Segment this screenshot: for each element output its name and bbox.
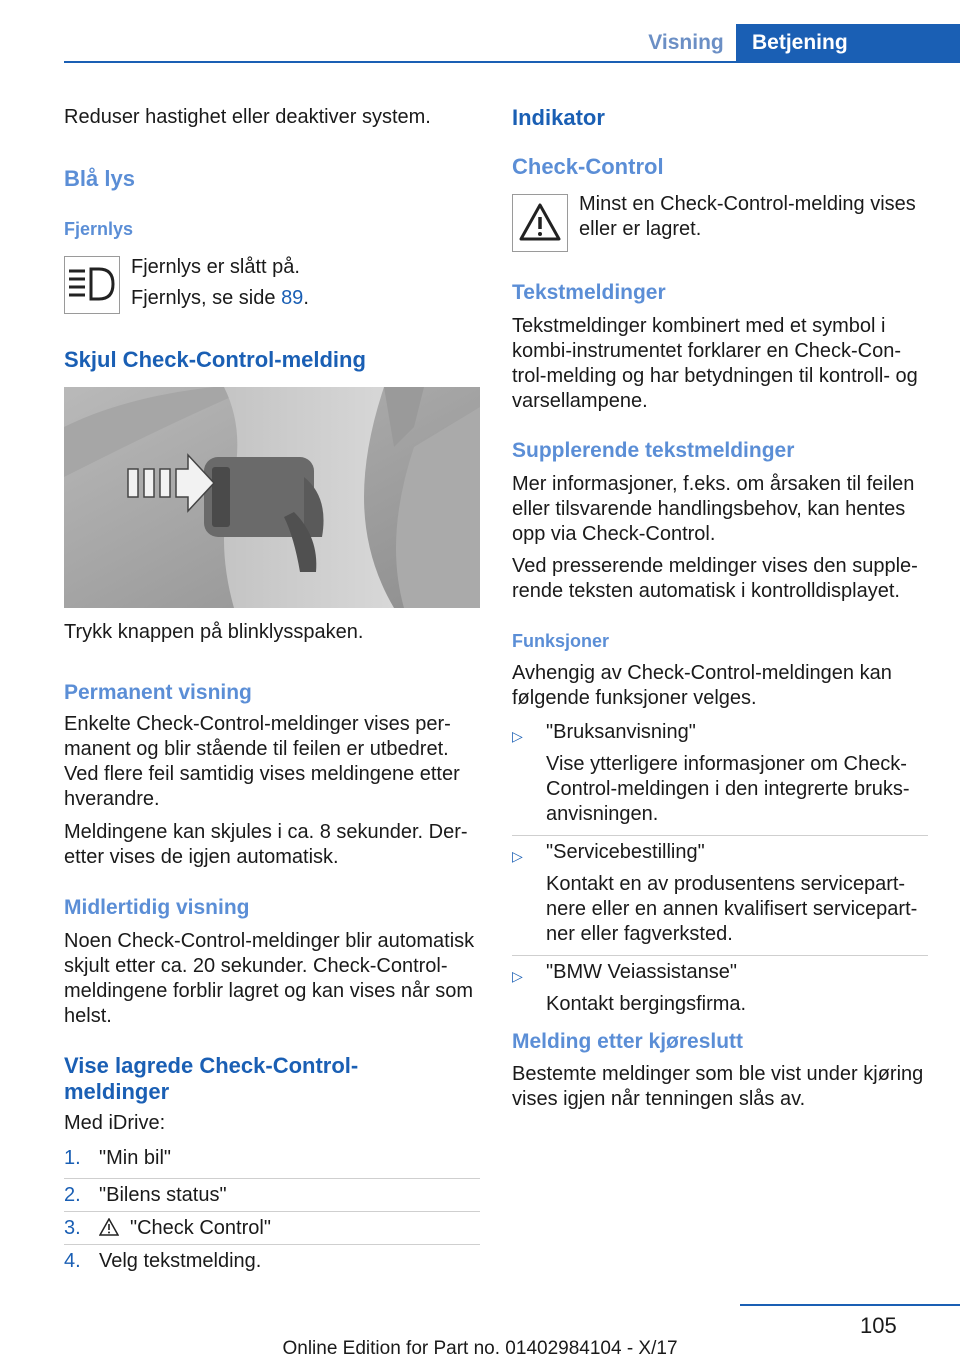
text-line: Ved flere feil samtidig vises meldingene etter <box>64 763 460 785</box>
heading-check-control: Check-Control <box>512 154 664 179</box>
header-tab-visning[interactable]: Visning <box>648 31 724 54</box>
step-label: "Min bil" <box>99 1147 171 1169</box>
step-label: Velg tekstmelding. <box>99 1250 262 1272</box>
text-line: anvisningen. <box>546 803 659 825</box>
text-line: eller tilsvarende handlingsbehov, kan hentes <box>512 498 906 520</box>
text-line: Tekstmeldinger kombinert med et symbol i <box>512 315 886 337</box>
turn-signal-lever-photo <box>64 387 480 608</box>
text-line: Ved presserende meldinger vises den supple- <box>512 555 918 577</box>
list-item <box>512 718 928 835</box>
hide-duration-text <box>64 820 468 870</box>
high-beam-icon <box>64 256 120 314</box>
heading-line: meldinger <box>64 1079 170 1104</box>
triangle-bullet-icon: ▷ <box>512 968 523 984</box>
heading-hide-check-control: Skjul Check-Control-melding <box>64 347 366 372</box>
heading-temporary-display: Midlertidig visning <box>64 896 250 919</box>
heading-permanent-display: Permanent visning <box>64 681 252 704</box>
text-line: trol-melding og har betydningen til kontroll- og <box>512 365 918 387</box>
functions-text <box>512 661 892 711</box>
check-control-text <box>579 192 916 242</box>
text-line: ner eller fagverksted. <box>546 923 733 945</box>
supplementary-text-1 <box>512 472 914 547</box>
step-label: "Check Control" <box>130 1217 271 1239</box>
high-beam-ref-prefix: Fjernlys, se side <box>131 287 282 309</box>
text-line: skjult etter ca. 20 sekunder. Check-Control- <box>64 955 448 977</box>
intro-text: Reduser hastighet eller deaktiver system. <box>64 106 431 128</box>
high-beam-ref-suffix: . <box>303 287 309 309</box>
list-item <box>64 1245 480 1277</box>
text-line: Meldingene kan skjules i ca. 8 sekunder. Der- <box>64 821 468 843</box>
heading-high-beam: Fjernlys <box>64 219 134 239</box>
function-title: "BMW Veiassistanse" <box>546 961 737 983</box>
text-line: etter vises de igjen automatisk. <box>64 846 339 868</box>
list-item <box>64 1212 480 1244</box>
text-line: Avhengig av Check-Control-meldingen kan <box>512 662 892 684</box>
text-line: Vise ytterligere informasjoner om Check- <box>546 753 907 775</box>
text-line: rende teksten automatisk i kontrolldisplayet. <box>512 580 900 602</box>
warning-triangle-icon <box>99 1218 119 1243</box>
step-label: "Bilens status" <box>99 1184 227 1206</box>
supplementary-text-2 <box>512 554 918 604</box>
list-item <box>512 836 928 955</box>
heading-blue-lights: Blå lys <box>64 166 135 191</box>
text-line: Mer informasjoner, f.eks. om årsaken til feilen <box>512 473 915 495</box>
text-line: helst. <box>64 1005 112 1027</box>
text-line: opp via Check-Control. <box>512 523 716 545</box>
footer-rule <box>740 1304 960 1306</box>
text-line: Control-meldingen i den integrerte bruks- <box>546 778 910 800</box>
heading-text-messages: Tekstmeldinger <box>512 281 666 304</box>
text-line: kombi-instrumentet forklarer en Check-Con- <box>512 340 902 362</box>
text-line: følgende funksjoner velges. <box>512 687 757 709</box>
step-number: 1. <box>64 1147 81 1169</box>
heading-stored-messages <box>64 1053 358 1105</box>
text-line: Enkelte Check-Control-meldinger vises per- <box>64 713 451 735</box>
text-line: vises igjen når tenningen slås av. <box>512 1088 806 1110</box>
text-line: nere eller en annen kvalifisert servicepart- <box>546 898 918 920</box>
text-line: eller er lagret. <box>579 218 702 240</box>
heading-message-after-drive: Melding etter kjøreslutt <box>512 1030 744 1053</box>
heading-functions: Funksjoner <box>512 631 610 651</box>
text-line: Minst en Check-Control-melding vises <box>579 193 916 215</box>
list-item <box>64 1146 480 1178</box>
page-link-89[interactable]: 89 <box>281 287 304 309</box>
header-rule <box>64 61 960 63</box>
text-messages-text <box>512 314 918 414</box>
high-beam-reference <box>131 286 309 311</box>
header-tab-betjening[interactable]: Betjening <box>736 24 960 61</box>
text-line: manent og blir stående til feilen er utbedret. <box>64 738 449 760</box>
text-line: hverandre. <box>64 788 160 810</box>
text-line: meldingene forblir lagret og kan vises når som <box>64 980 474 1002</box>
page-number: 105 <box>860 1313 897 1338</box>
permanent-text <box>64 712 460 812</box>
functions-list <box>512 718 928 1025</box>
triangle-bullet-icon: ▷ <box>512 848 523 864</box>
text-line: varsellampene. <box>512 390 648 412</box>
photo-caption: Trykk knappen på blinklysspaken. <box>64 621 364 643</box>
temporary-text <box>64 929 474 1029</box>
idrive-label: Med iDrive: <box>64 1112 166 1134</box>
steps-list <box>64 1146 480 1277</box>
warning-triangle-icon <box>512 194 568 252</box>
step-number: 2. <box>64 1184 81 1206</box>
list-item <box>64 1179 480 1211</box>
triangle-bullet-icon: ▷ <box>512 728 523 744</box>
after-drive-text <box>512 1062 923 1112</box>
list-item <box>512 956 928 1025</box>
text-line: Kontakt en av produsentens servicepart- <box>546 873 906 895</box>
footer-edition: Online Edition for Part no. 01402984104 - X/17 <box>282 1338 678 1359</box>
high-beam-status: Fjernlys er slått på. <box>131 256 300 278</box>
text-line: Kontakt bergingsfirma. <box>546 993 747 1015</box>
heading-indicator: Indikator <box>512 105 605 130</box>
step-number: 3. <box>64 1217 81 1239</box>
text-line: Noen Check-Control-meldinger blir automatisk <box>64 930 475 952</box>
function-title: "Servicebestilling" <box>546 841 705 863</box>
heading-supplementary-messages: Supplerende tekstmeldinger <box>512 439 795 462</box>
heading-line: Vise lagrede Check-Control- <box>64 1053 359 1078</box>
function-title: "Bruksanvisning" <box>546 721 696 743</box>
text-line: Bestemte meldinger som ble vist under kjøring <box>512 1063 924 1085</box>
step-number: 4. <box>64 1250 81 1272</box>
